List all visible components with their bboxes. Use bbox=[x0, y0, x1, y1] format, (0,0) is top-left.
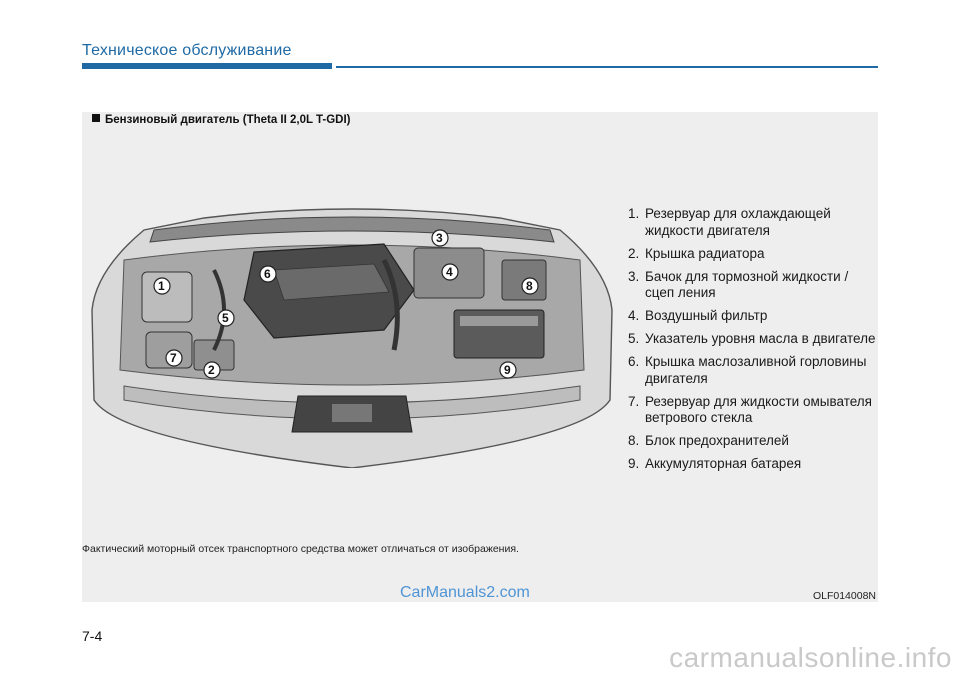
svg-text:2: 2 bbox=[208, 363, 215, 377]
component-legend bbox=[628, 206, 878, 479]
callout-9 bbox=[500, 362, 516, 378]
legend-item: 7. Резервуар для жидкости омывателя ветрового стекла bbox=[628, 393, 872, 425]
header-rule-thin bbox=[336, 66, 878, 68]
section-title: Техническое обслуживание bbox=[82, 42, 292, 59]
figure-title-text: Бензиновый двигатель (Theta II 2,0L T-GDI) bbox=[105, 114, 351, 126]
legend-item: 4. Воздушный фильтр bbox=[628, 308, 768, 323]
watermark-link[interactable]: CarManuals2.com bbox=[400, 584, 530, 601]
svg-text:8: 8 bbox=[526, 279, 533, 293]
svg-text:3: 3 bbox=[436, 231, 443, 245]
callout-6 bbox=[260, 266, 276, 282]
svg-text:9: 9 bbox=[504, 363, 511, 377]
header-rule-thick bbox=[82, 63, 332, 69]
legend-item: 6. Крышка маслозаливной горловины двигателя bbox=[628, 354, 867, 386]
legend-item: 2. Крышка радиатора bbox=[628, 245, 765, 261]
figure-note: Фактический моторный отсек транспортного средства может отличаться от изображения. bbox=[82, 543, 519, 555]
figure-code: OLF014008N bbox=[812, 590, 876, 602]
figure-title bbox=[92, 114, 351, 126]
callout-3 bbox=[432, 230, 448, 246]
svg-text:7: 7 bbox=[170, 351, 177, 365]
callout-2 bbox=[204, 362, 220, 378]
callout-4 bbox=[442, 264, 458, 280]
callout-5 bbox=[218, 310, 234, 326]
legend-item: 3. Бачок для тормозной жидкости / сцеп ления bbox=[628, 268, 849, 300]
legend-item: 8. Блок предохранителей bbox=[628, 433, 789, 448]
bullet-square-icon bbox=[92, 114, 100, 122]
callout-1 bbox=[154, 278, 170, 294]
svg-text:6: 6 bbox=[264, 267, 271, 281]
engine-bay-illustration bbox=[84, 200, 620, 468]
page-number: 7-4 bbox=[82, 628, 103, 644]
callout-8 bbox=[522, 278, 538, 294]
svg-text:1: 1 bbox=[158, 279, 165, 293]
footer-watermark: carmanualsonline.info bbox=[669, 642, 952, 673]
legend-item: 1. Резервуар для охлаждающей жидкости двигателя bbox=[628, 206, 831, 238]
callout-7 bbox=[166, 350, 182, 366]
svg-text:4: 4 bbox=[446, 265, 453, 279]
svg-text:5: 5 bbox=[222, 311, 229, 325]
legend-item: 9. Аккумуляторная батарея bbox=[628, 456, 802, 471]
legend-item: 5. Указатель уровня масла в двигателе bbox=[628, 331, 876, 346]
figure-panel bbox=[82, 112, 878, 602]
